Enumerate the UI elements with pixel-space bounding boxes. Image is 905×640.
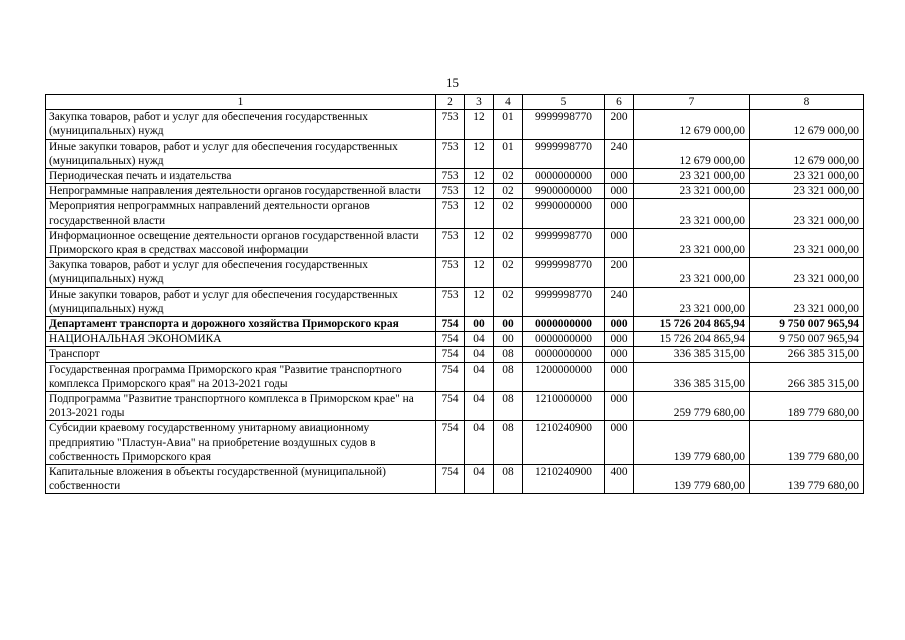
table-row bbox=[46, 362, 864, 391]
code-expense-type: 200 bbox=[605, 110, 634, 139]
code-chapter: 04 bbox=[465, 421, 494, 465]
code-section: 754 bbox=[436, 465, 465, 494]
table-row bbox=[46, 421, 864, 465]
code-section: 753 bbox=[436, 228, 465, 257]
code-subchapter: 00 bbox=[494, 317, 523, 332]
code-target-article: 9999998770 bbox=[523, 139, 605, 168]
amount-year-1: 139 779 680,00 bbox=[634, 421, 750, 465]
table-row bbox=[46, 317, 864, 332]
amount-year-2: 9 750 007 965,94 bbox=[750, 317, 864, 332]
column-header: 7 bbox=[634, 95, 750, 110]
code-chapter: 04 bbox=[465, 362, 494, 391]
code-target-article: 9900000000 bbox=[523, 184, 605, 199]
table-row bbox=[46, 169, 864, 184]
code-subchapter: 02 bbox=[494, 199, 523, 228]
code-target-article: 1200000000 bbox=[523, 362, 605, 391]
table-row bbox=[46, 199, 864, 228]
amount-year-1: 23 321 000,00 bbox=[634, 287, 750, 316]
code-target-article: 0000000000 bbox=[523, 169, 605, 184]
code-section: 753 bbox=[436, 258, 465, 287]
code-target-article: 9999998770 bbox=[523, 287, 605, 316]
amount-year-2: 139 779 680,00 bbox=[750, 421, 864, 465]
code-chapter: 12 bbox=[465, 110, 494, 139]
column-header: 4 bbox=[494, 95, 523, 110]
row-name: Иные закупки товаров, работ и услуг для обеспечения государственных (муниципальных) нужд bbox=[46, 287, 436, 316]
row-name: НАЦИОНАЛЬНАЯ ЭКОНОМИКА bbox=[46, 332, 436, 347]
amount-year-2: 23 321 000,00 bbox=[750, 199, 864, 228]
code-section: 753 bbox=[436, 287, 465, 316]
code-subchapter: 08 bbox=[494, 347, 523, 362]
code-chapter: 12 bbox=[465, 258, 494, 287]
column-header: 5 bbox=[523, 95, 605, 110]
code-section: 754 bbox=[436, 317, 465, 332]
code-subchapter: 08 bbox=[494, 465, 523, 494]
amount-year-2: 9 750 007 965,94 bbox=[750, 332, 864, 347]
amount-year-1: 336 385 315,00 bbox=[634, 347, 750, 362]
code-section: 754 bbox=[436, 347, 465, 362]
table-row bbox=[46, 184, 864, 199]
amount-year-1: 23 321 000,00 bbox=[634, 199, 750, 228]
code-subchapter: 08 bbox=[494, 392, 523, 421]
row-name: Непрограммные направления деятельности органов государственной власти bbox=[46, 184, 436, 199]
code-target-article: 0000000000 bbox=[523, 332, 605, 347]
amount-year-1: 15 726 204 865,94 bbox=[634, 332, 750, 347]
table-row bbox=[46, 347, 864, 362]
code-expense-type: 200 bbox=[605, 258, 634, 287]
amount-year-1: 23 321 000,00 bbox=[634, 258, 750, 287]
amount-year-1: 23 321 000,00 bbox=[634, 184, 750, 199]
code-subchapter: 02 bbox=[494, 228, 523, 257]
amount-year-1: 15 726 204 865,94 bbox=[634, 317, 750, 332]
code-section: 754 bbox=[436, 392, 465, 421]
code-subchapter: 01 bbox=[494, 139, 523, 168]
row-name: Подпрограмма "Развитие транспортного комплекса в Приморском крае" на 2013-2021 годы bbox=[46, 392, 436, 421]
amount-year-2: 23 321 000,00 bbox=[750, 169, 864, 184]
code-section: 754 bbox=[436, 421, 465, 465]
column-header: 1 bbox=[46, 95, 436, 110]
code-chapter: 12 bbox=[465, 139, 494, 168]
row-name: Капитальные вложения в объекты государственной (муниципальной) собственности bbox=[46, 465, 436, 494]
code-chapter: 04 bbox=[465, 392, 494, 421]
code-target-article: 1210240900 bbox=[523, 465, 605, 494]
code-chapter: 12 bbox=[465, 184, 494, 199]
table-row bbox=[46, 392, 864, 421]
code-expense-type: 240 bbox=[605, 139, 634, 168]
amount-year-2: 266 385 315,00 bbox=[750, 362, 864, 391]
row-name: Транспорт bbox=[46, 347, 436, 362]
code-section: 753 bbox=[436, 199, 465, 228]
amount-year-1: 259 779 680,00 bbox=[634, 392, 750, 421]
code-expense-type: 000 bbox=[605, 362, 634, 391]
column-header: 8 bbox=[750, 95, 864, 110]
amount-year-1: 336 385 315,00 bbox=[634, 362, 750, 391]
table-row bbox=[46, 287, 864, 316]
row-name: Закупка товаров, работ и услуг для обеспечения государственных (муниципальных) нужд bbox=[46, 258, 436, 287]
amount-year-2: 23 321 000,00 bbox=[750, 228, 864, 257]
code-expense-type: 000 bbox=[605, 169, 634, 184]
row-name: Информационное освещение деятельности органов государственной власти Приморского края в средствах массовой информации bbox=[46, 228, 436, 257]
code-chapter: 12 bbox=[465, 287, 494, 316]
table-row bbox=[46, 465, 864, 494]
amount-year-2: 139 779 680,00 bbox=[750, 465, 864, 494]
table-row bbox=[46, 110, 864, 139]
table-row bbox=[46, 228, 864, 257]
amount-year-2: 12 679 000,00 bbox=[750, 139, 864, 168]
amount-year-1: 139 779 680,00 bbox=[634, 465, 750, 494]
code-expense-type: 000 bbox=[605, 347, 634, 362]
amount-year-1: 23 321 000,00 bbox=[634, 228, 750, 257]
code-section: 753 bbox=[436, 169, 465, 184]
code-chapter: 12 bbox=[465, 199, 494, 228]
code-expense-type: 000 bbox=[605, 392, 634, 421]
code-chapter: 04 bbox=[465, 465, 494, 494]
code-section: 754 bbox=[436, 332, 465, 347]
code-subchapter: 01 bbox=[494, 110, 523, 139]
code-subchapter: 08 bbox=[494, 362, 523, 391]
column-header: 6 bbox=[605, 95, 634, 110]
row-name: Субсидии краевому государственному унитарному авиационному предприятию "Пластун-Авиа" на приобретение воздушных судов в собственность Приморского края bbox=[46, 421, 436, 465]
amount-year-1: 12 679 000,00 bbox=[634, 139, 750, 168]
code-chapter: 12 bbox=[465, 228, 494, 257]
code-section: 753 bbox=[436, 110, 465, 139]
table-header-row bbox=[46, 95, 864, 110]
code-target-article: 9990000000 bbox=[523, 199, 605, 228]
amount-year-1: 12 679 000,00 bbox=[634, 110, 750, 139]
table-row bbox=[46, 258, 864, 287]
code-expense-type: 000 bbox=[605, 228, 634, 257]
column-header: 2 bbox=[436, 95, 465, 110]
amount-year-2: 23 321 000,00 bbox=[750, 287, 864, 316]
code-chapter: 04 bbox=[465, 347, 494, 362]
table-row bbox=[46, 332, 864, 347]
amount-year-2: 12 679 000,00 bbox=[750, 110, 864, 139]
amount-year-2: 266 385 315,00 bbox=[750, 347, 864, 362]
amount-year-2: 23 321 000,00 bbox=[750, 258, 864, 287]
code-subchapter: 02 bbox=[494, 258, 523, 287]
code-target-article: 9999998770 bbox=[523, 110, 605, 139]
code-expense-type: 240 bbox=[605, 287, 634, 316]
code-target-article: 9999998770 bbox=[523, 228, 605, 257]
code-expense-type: 000 bbox=[605, 421, 634, 465]
column-header: 3 bbox=[465, 95, 494, 110]
code-subchapter: 08 bbox=[494, 421, 523, 465]
code-section: 754 bbox=[436, 362, 465, 391]
code-chapter: 00 bbox=[465, 317, 494, 332]
row-name: Периодическая печать и издательства bbox=[46, 169, 436, 184]
row-name: Иные закупки товаров, работ и услуг для обеспечения государственных (муниципальных) нужд bbox=[46, 139, 436, 168]
row-name: Закупка товаров, работ и услуг для обеспечения государственных (муниципальных) нужд bbox=[46, 110, 436, 139]
code-expense-type: 400 bbox=[605, 465, 634, 494]
row-name: Департамент транспорта и дорожного хозяйства Приморского края bbox=[46, 317, 436, 332]
code-target-article: 1210000000 bbox=[523, 392, 605, 421]
code-target-article: 1210240900 bbox=[523, 421, 605, 465]
code-target-article: 0000000000 bbox=[523, 347, 605, 362]
amount-year-2: 189 779 680,00 bbox=[750, 392, 864, 421]
code-chapter: 12 bbox=[465, 169, 494, 184]
code-expense-type: 000 bbox=[605, 317, 634, 332]
page-number: 15 bbox=[446, 75, 459, 90]
table-row bbox=[46, 139, 864, 168]
budget-table bbox=[45, 94, 864, 494]
code-expense-type: 000 bbox=[605, 199, 634, 228]
code-target-article: 0000000000 bbox=[523, 317, 605, 332]
code-expense-type: 000 bbox=[605, 184, 634, 199]
amount-year-1: 23 321 000,00 bbox=[634, 169, 750, 184]
code-section: 753 bbox=[436, 139, 465, 168]
code-subchapter: 02 bbox=[494, 169, 523, 184]
code-chapter: 04 bbox=[465, 332, 494, 347]
row-name: Мероприятия непрограммных направлений деятельности органов государственной власти bbox=[46, 199, 436, 228]
code-subchapter: 00 bbox=[494, 332, 523, 347]
code-expense-type: 000 bbox=[605, 332, 634, 347]
code-subchapter: 02 bbox=[494, 287, 523, 316]
code-subchapter: 02 bbox=[494, 184, 523, 199]
row-name: Государственная программа Приморского края "Развитие транспортного комплекса Приморского края" на 2013-2021 годы bbox=[46, 362, 436, 391]
code-target-article: 9999998770 bbox=[523, 258, 605, 287]
amount-year-2: 23 321 000,00 bbox=[750, 184, 864, 199]
code-section: 753 bbox=[436, 184, 465, 199]
